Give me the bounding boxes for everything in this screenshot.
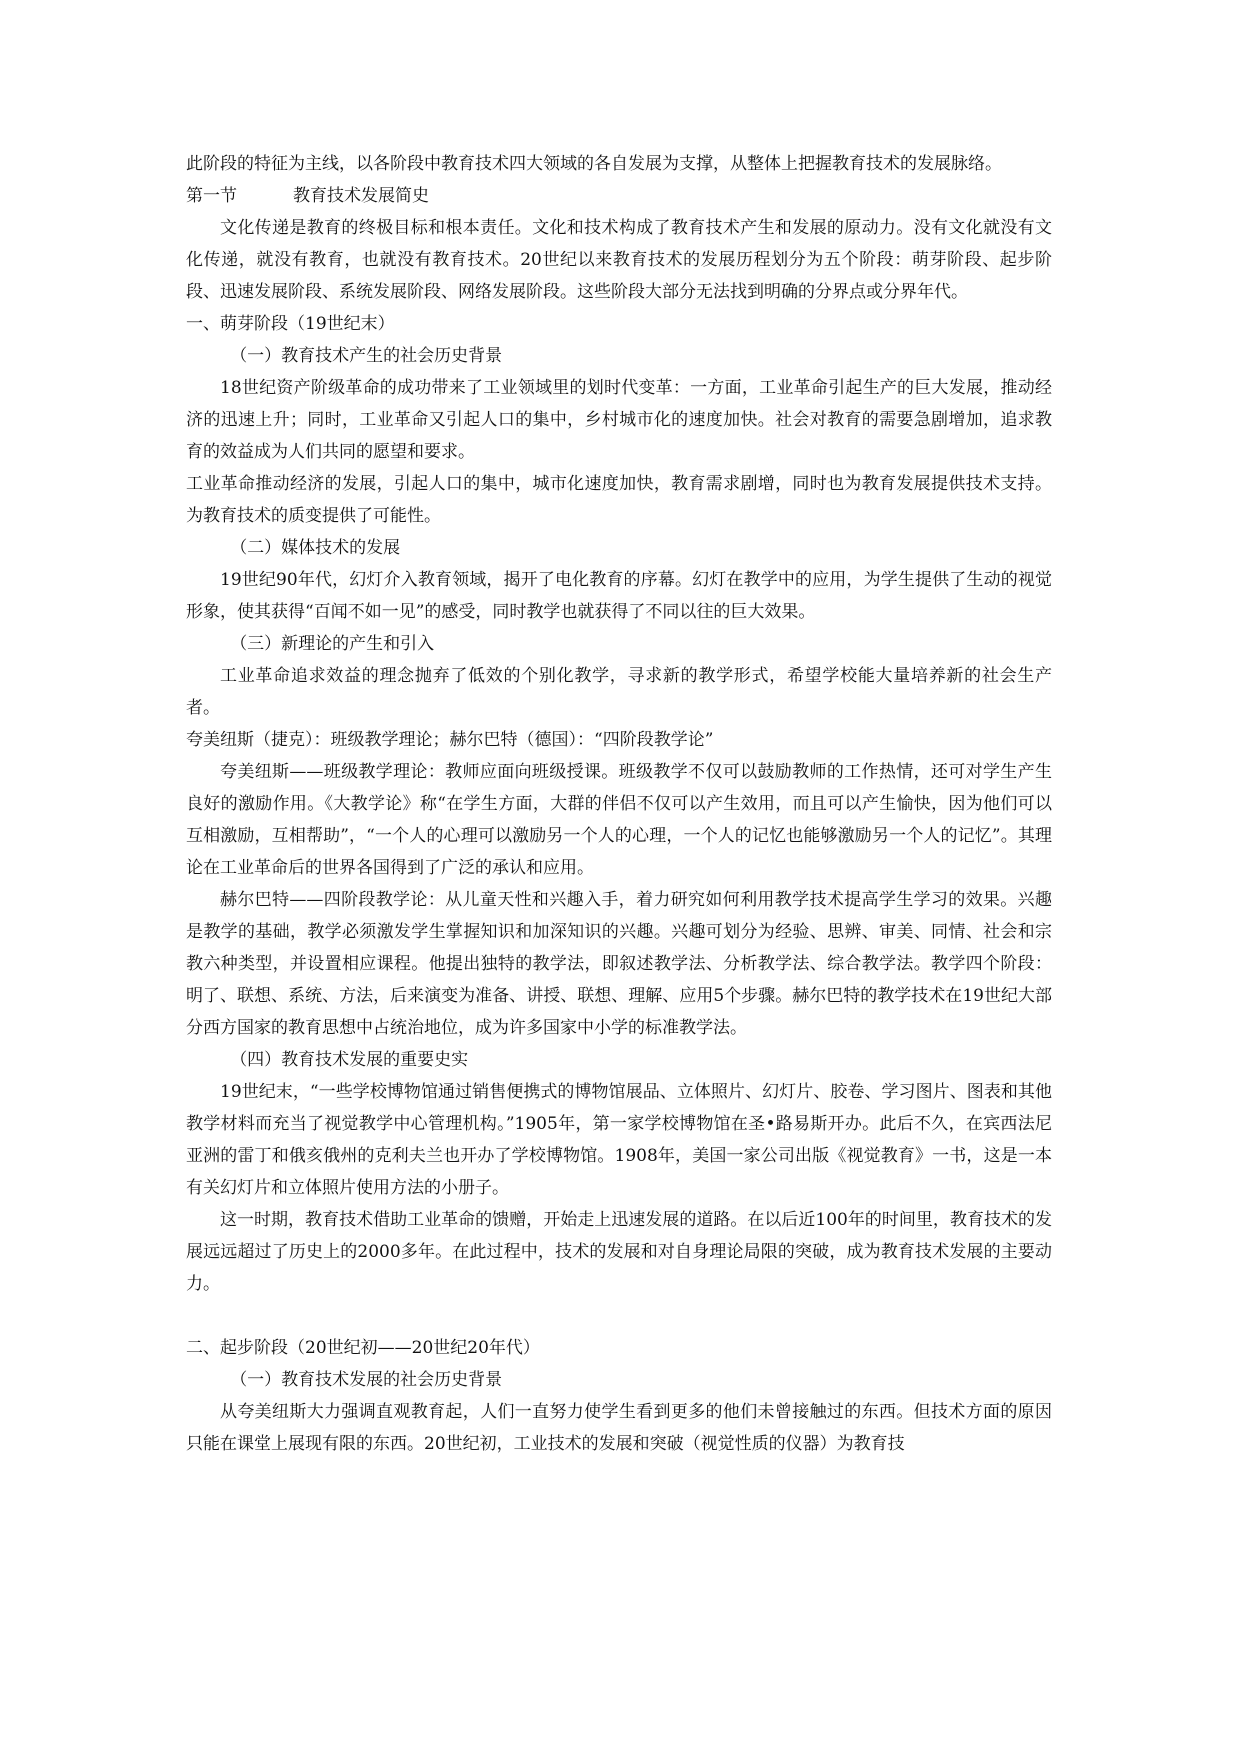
paragraph: 此阶段的特征为主线，以各阶段中教育技术四大领域的各自发展为支撑，从整体上把握教育技术的发展脉络。 <box>186 154 1002 174</box>
section-heading: 教育技术发展简史 <box>293 186 429 206</box>
body-paragraph: 这一时期，教育技术借助工业革命的馈赠，开始走上迅速发展的道路。在以后近100年的时间里，教育技术的发展远远超过了历史上的2000多年。在此过程中，技术的发展和对自身理论局限的突破，成为教育技术发展的主要动力。 <box>186 1210 1052 1294</box>
body-paragraph: 19世纪末，“一些学校博物馆通过销售便携式的博物馆展品、立体照片、幻灯片、胶卷、学习图片、图表和其他教学材料而充当了视觉教学中心管理机构。”1905年，第一家学校博物馆在圣•路易斯开办。此后不久，在宾西法尼亚洲的雷丁和俄亥俄州的克利夫兰也开办了学校博物馆。1908年，美国一家公司出版《视觉教育》一书，这是一本有关幻灯片和立体照片使用方法的小册子。 <box>186 1082 1052 1198</box>
section-title <box>186 180 1052 212</box>
blank-line <box>186 1300 1052 1332</box>
body-paragraph: 从夸美纽斯大力强调直观教育起，人们一直努力使学生看到更多的他们未曾接触过的东西。但技术方面的原因只能在课堂上展现有限的东西。20世纪初，工业技术的发展和突破（视觉性质的仪器）为教育技 <box>186 1402 1052 1454</box>
subheading: （三）新理论的产生和引入 <box>230 634 435 654</box>
body-paragraph: 赫尔巴特——四阶段教学论：从儿童天性和兴趣入手，着力研究如何利用教学技术提高学生学习的效果。兴趣是教学的基础，教学必须激发学生掌握知识和加深知识的兴趣。兴趣可划分为经验、思辨、审美、同情、社会和宗教六种类型，并设置相应课程。他提出独特的教学法，即叙述教学法、分析教学法、综合教学法。教学四个阶段：明了、联想、系统、方法，后来演变为准备、讲授、联想、理解、应用5个步骤。赫尔巴特的教学技术在19世纪大部分西方国家的教育思想中占统治地位，成为许多国家中小学的标准教学法。 <box>186 890 1052 1038</box>
document-page <box>186 148 1052 1460</box>
paragraph: 夸美纽斯（捷克）：班级教学理论；赫尔巴特（德国）：“四阶段教学论” <box>186 730 714 750</box>
body-paragraph: 19世纪90年代，幻灯介入教育领域，揭开了电化教育的序幕。幻灯在教学中的应用，为学生提供了生动的视觉形象，使其获得“百闻不如一见”的感受，同时教学也就获得了不同以往的巨大效果。 <box>186 570 1052 622</box>
paragraph: 工业革命推动经济的发展，引起人口的集中，城市化速度加快，教育需求剧增，同时也为教育发展提供技术支持。为教育技术的质变提供了可能性。 <box>186 474 1052 526</box>
subheading: （一）教育技术产生的社会历史背景 <box>230 346 503 366</box>
subheading: （四）教育技术发展的重要史实 <box>230 1050 469 1070</box>
subheading: （二）媒体技术的发展 <box>230 538 401 558</box>
section-label: 第一节 <box>186 186 237 206</box>
subheading: （一）教育技术发展的社会历史背景 <box>230 1370 503 1390</box>
body-paragraph: 夸美纽斯——班级教学理论：教师应面向班级授课。班级教学不仅可以鼓励教师的工作热情，还可对学生产生良好的激励作用。《大教学论》称“在学生方面，大群的伴侣不仅可以产生效用，而且可以产生愉快，因为他们可以互相激励，互相帮助”，“一个人的心理可以激励另一个人的心理，一个人的记忆也能够激励另一个人的记忆”。其理论在工业革命后的世界各国得到了广泛的承认和应用。 <box>186 762 1052 878</box>
body-paragraph: 工业革命追求效益的理念抛弃了低效的个别化教学，寻求新的教学形式，希望学校能大量培养新的社会生产者。 <box>186 666 1052 718</box>
paragraph: 一、萌芽阶段（19世纪末） <box>186 314 395 334</box>
paragraph: 二、起步阶段（20世纪初——20世纪20年代） <box>186 1338 540 1358</box>
body-paragraph: 18世纪资产阶级革命的成功带来了工业领域里的划时代变革：一方面，工业革命引起生产的巨大发展，推动经济的迅速上升；同时，工业革命又引起人口的集中，乡村城市化的速度加快。社会对教育的需要急剧增加，追求教育的效益成为人们共同的愿望和要求。 <box>186 378 1052 462</box>
body-paragraph: 文化传递是教育的终极目标和根本责任。文化和技术构成了教育技术产生和发展的原动力。没有文化就没有文化传递，就没有教育，也就没有教育技术。20世纪以来教育技术的发展历程划分为五个阶段：萌芽阶段、起步阶段、迅速发展阶段、系统发展阶段、网络发展阶段。这些阶段大部分无法找到明确的分界点或分界年代。 <box>186 218 1052 302</box>
